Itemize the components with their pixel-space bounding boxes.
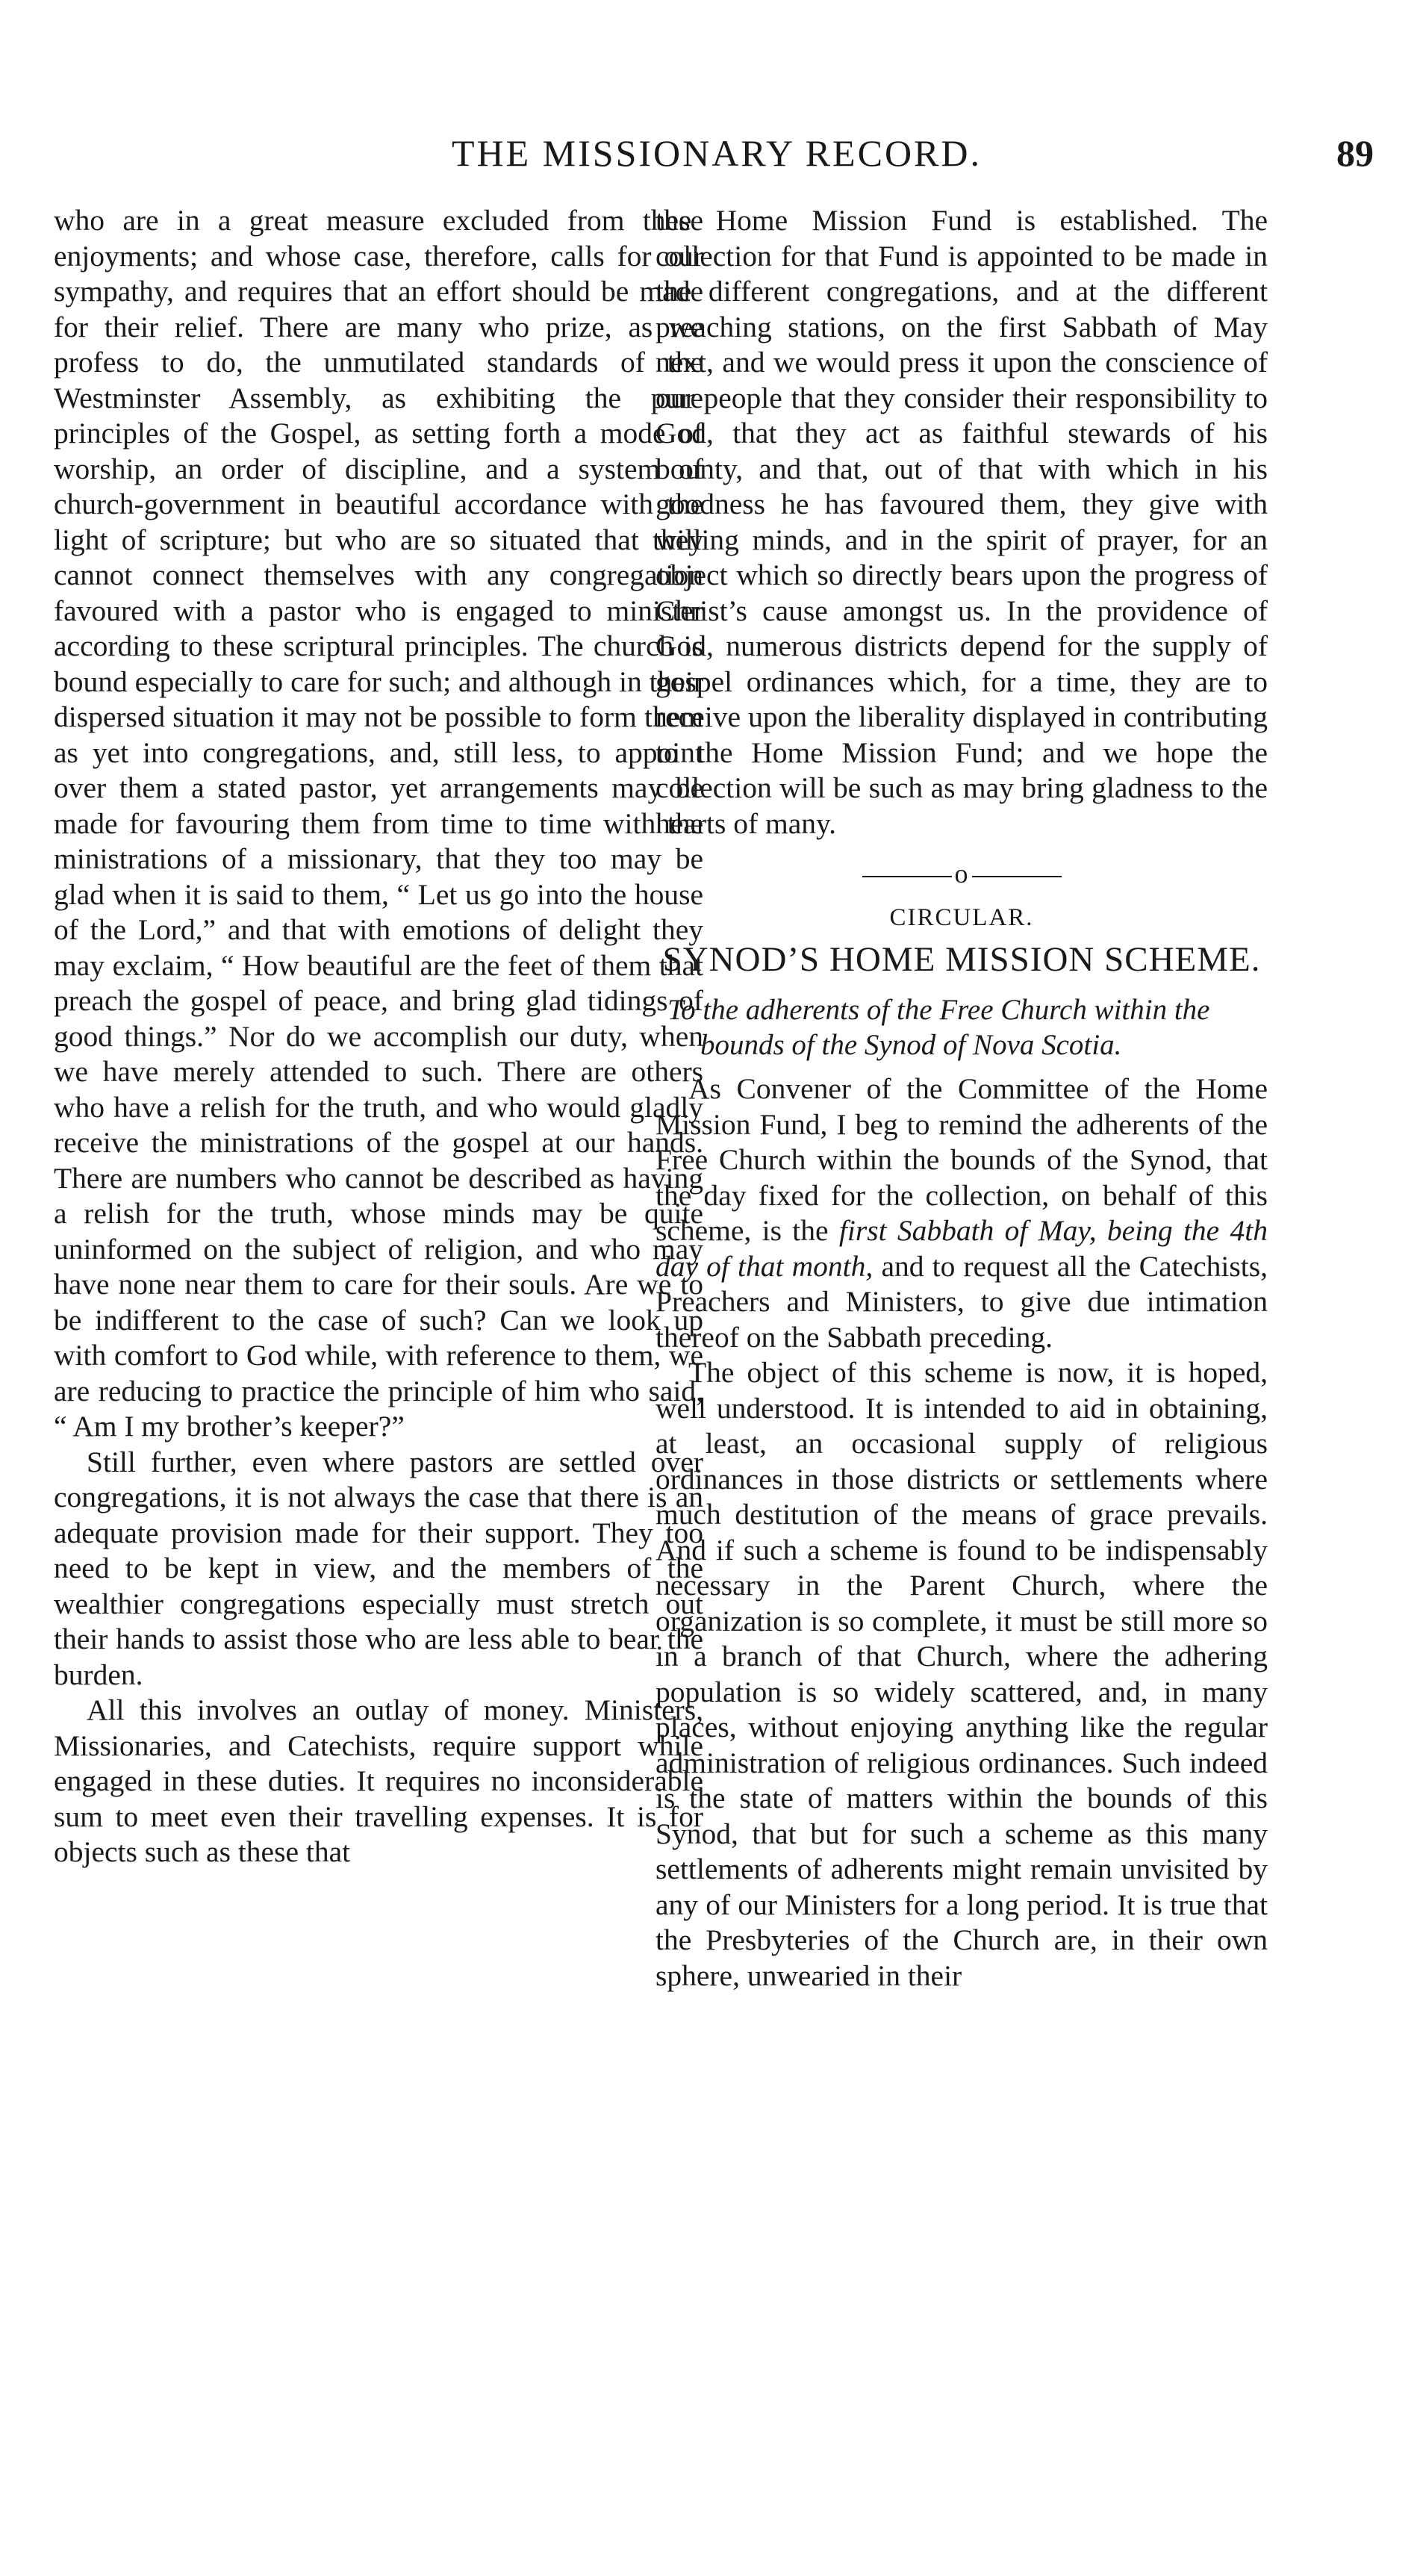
separator-rule — [972, 876, 1062, 877]
paragraph: All this involves an outlay of money. Ministers, Missionaries, and Catechists, require support while engaged in these duties. It requires no inconsiderable sum to meet even their travelling expenses. It is for objects such as these that — [54, 1693, 703, 1868]
section-separator — [655, 855, 1268, 892]
article-address: To the adherents of the Free Church within the bounds of the Synod of Nova Scotia. — [667, 994, 1210, 1061]
separator-rule — [862, 876, 952, 877]
paragraph-text: As Convener of the Committee of the Home Mission Fund, I beg to remind the adherents of the Free Church within the bounds of the Synod, that the day fixed for the collection, on behalf of this scheme, is the — [655, 1072, 1268, 1247]
running-title: THE MISSIONARY RECORD. — [451, 132, 983, 174]
running-header — [60, 131, 1374, 184]
paragraph: who are in a great measure excluded from these enjoyments; and whose case, therefore, calls for our sympathy, and requires that an effort should be made for their relief. There are many who prize, as we profess to do, the unmutilated standards of the Westminster Assembly, as exhibiting the pure principles of the Gospel, as setting forth a mode of worship, an order of discipline, and a system of church-government in beautiful accordance with the light of scripture; but who are so situated that they cannot connect themselves with any congregation favoured with a pastor who is engaged to minister according to these scriptural principles. The church is bound especially to care for such; and although in their dispersed situation it may not be possible to form them as yet into congregations, and, still less, to appoint over them a stated pastor, yet arrangements may be made for favouring them from time to time with the ministrations of a missionary, that they too may be glad when it is said to them, “ Let us go into the house of the Lord,” and that with emotions of delight they may exclaim, “ How beautiful are the feet of them that preach the gospel of peace, and bring glad tidings of good things.” Nor do we accomplish our duty, when we have merely attended to such. There are others who have a relish for the truth, and who would gladly receive the ministrations of the gospel at our hands. There are numbers who cannot be described as having a relish for the truth, whose minds may be quite uninformed on the subject of religion, and who may have none near them to care for their souls. Are we to be indifferent to the case of such? Can we look up with comfort to God while, with reference to them, we are reducing to practice the principle of him who said, “ Am I my brother’s keeper?” — [54, 204, 703, 1443]
section-kicker: CIRCULAR. — [889, 904, 1034, 931]
paragraph: The object of this scheme is now, it is hoped, well understood. It is intended to aid in obtaining, at least, an occasional supply of religious ordinances in those districts or settlements where much destitution of the means of grace prevails. And if such a scheme is found to be indispensably necessary in the Parent Church, where the organization is so complete, it must be still more so in a branch of that Church, where the adhering population is so widely scattered, and, in many places, without enjoying anything like the regular administration of religious ordinances. Such indeed is the state of matters within the bounds of this Synod, that but for such a scheme as this many settlements of adherents might remain unvisited by any of our Ministers for a long period. It is true that the Presbyteries of the Church are, in their own sphere, unwearied in their — [655, 1356, 1268, 1992]
paragraph — [655, 1071, 1268, 1355]
separator-mark: o — [954, 859, 969, 889]
right-column — [655, 203, 1268, 1994]
emphasized-date: first Sabbath of May, being the 4th day of that month, — [655, 1214, 1268, 1283]
paragraph: Still further, even where pastors are settled over congregations, it is not always the case that there is an adequate provision made for their support. They too need to be kept in view, and the members of the wealthier congregations especially must stretch out their hands to assist those who are less able to bear the burden. — [54, 1445, 703, 1691]
page-number: 89 — [1336, 132, 1374, 174]
left-column — [54, 203, 703, 1870]
article-headline: SYNOD’S HOME MISSION SCHEME. — [662, 940, 1261, 979]
paragraph-text: and to request all the Catechists, Preachers and Ministers, to give due intimation thereof on the Sabbath preceding. — [655, 1249, 1268, 1354]
paragraph: the Home Mission Fund is established. The collection for that Fund is appointed to be made in the different congregations, and at the different preaching stations, on the first Sabbath of May next, and we would press it upon the conscience of our people that they consider their responsibility to God, that they act as faithful stewards of his bounty, and that, out of that with which in his goodness he has favoured them, they give with willing minds, and in the spirit of prayer, for an object which so directly bears upon the progress of Christ’s cause amongst us. In the providence of God, numerous districts depend for the supply of gospel ordinances which, for a time, they are to receive upon the liberality displayed in contributing to the Home Mission Fund; and we hope the collection will be such as may bring gladness to the hearts of many. — [655, 204, 1268, 840]
